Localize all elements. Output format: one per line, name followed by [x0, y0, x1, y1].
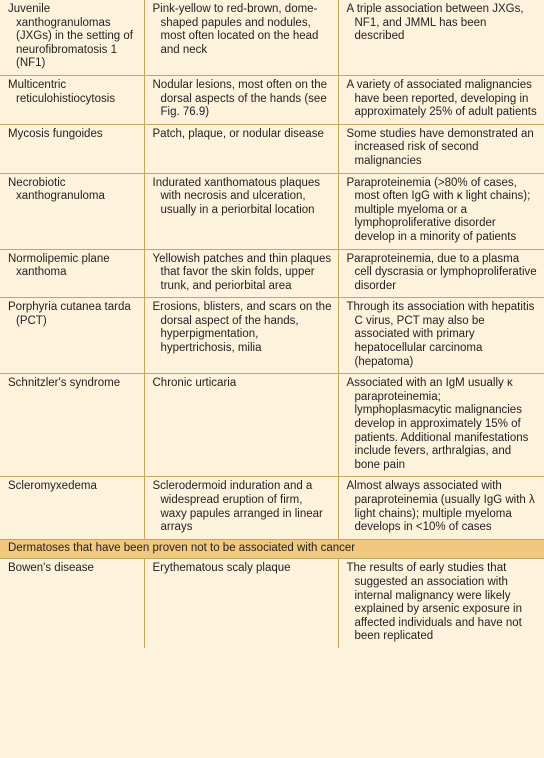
malignancy-association: A triple association between JXGs, NF1, and JMML has been described	[338, 0, 544, 75]
malignancy-association: A variety of associated malignancies have been reported, developing in approximately 25% of adult patients	[338, 75, 544, 124]
table-row	[0, 173, 544, 249]
dermatosis-name: Scleromyxedema	[0, 477, 144, 539]
malignancy-association: Associated with an IgM usually κ paraproteinemia; lymphoplasmacytic malignancies develop in approximately 15% of patients. Additional manifestations include fevers, arthralgias, and bone pain	[338, 374, 544, 477]
clinical-features: Nodular lesions, most often on the dorsal aspects of the hands (see Fig. 76.9)	[144, 75, 338, 124]
malignancy-association: Paraproteinemia, due to a plasma cell dyscrasia or lymphoproliferative disorder	[338, 249, 544, 298]
clinical-features: Sclerodermoid induration and a widespread eruption of firm, waxy papules arranged in linear arrays	[144, 477, 338, 539]
clinical-features: Pink-yellow to red-brown, dome-shaped papules and nodules, most often located on the head and neck	[144, 0, 338, 75]
table-row	[0, 374, 544, 477]
section-heading-row	[0, 539, 544, 559]
malignancy-association: Through its association with hepatitis C virus, PCT may also be associated with primary hepatocellular carcinoma (hepatoma)	[338, 298, 544, 374]
table-row	[0, 559, 544, 648]
clinical-features: Yellowish patches and thin plaques that favor the skin folds, upper trunk, and periorbital area	[144, 249, 338, 298]
dermatosis-name: Normolipemic plane xanthoma	[0, 249, 144, 298]
clinical-features: Patch, plaque, or nodular disease	[144, 124, 338, 173]
clinical-features: Erythematous scaly plaque	[144, 559, 338, 648]
clinical-features: Indurated xanthomatous plaques with necrosis and ulceration, usually in a periorbital location	[144, 173, 338, 249]
dermatosis-name: Multicentric reticulohistiocytosis	[0, 75, 144, 124]
table-row	[0, 298, 544, 374]
malignancy-association: Some studies have demonstrated an increased risk of second malignancies	[338, 124, 544, 173]
dermatosis-name: Mycosis fungoides	[0, 124, 144, 173]
clinical-features: Chronic urticaria	[144, 374, 338, 477]
section-heading: Dermatoses that have been proven not to be associated with cancer	[0, 539, 544, 559]
table-row	[0, 249, 544, 298]
table-row	[0, 124, 544, 173]
table-row	[0, 477, 544, 539]
dermatosis-name: Schnitzler's syndrome	[0, 374, 144, 477]
dermatosis-name: Porphyria cutanea tarda (PCT)	[0, 298, 144, 374]
dermatosis-name: Necrobiotic xanthogranuloma	[0, 173, 144, 249]
malignancy-association: Almost always associated with paraproteinemia (usually IgG with λ light chains); multiple myeloma develops in <10% of cases	[338, 477, 544, 539]
malignancy-association: The results of early studies that suggested an association with internal malignancy were likely explained by arsenic exposure in affected individuals and have not been replicated	[338, 559, 544, 648]
table-row	[0, 75, 544, 124]
clinical-features: Erosions, blisters, and scars on the dorsal aspect of the hands, hyperpigmentation, hypertrichosis, milia	[144, 298, 338, 374]
table-row	[0, 0, 544, 75]
dermatosis-name: Juvenile xanthogranulomas (JXGs) in the setting of neurofibromatosis 1 (NF1)	[0, 0, 144, 75]
dermatosis-name: Bowen's disease	[8, 562, 94, 575]
malignancy-association: Paraproteinemia (>80% of cases, most often IgG with κ light chains); multiple myeloma or a lymphoproliferative disorder develop in a minority of patients	[338, 173, 544, 249]
